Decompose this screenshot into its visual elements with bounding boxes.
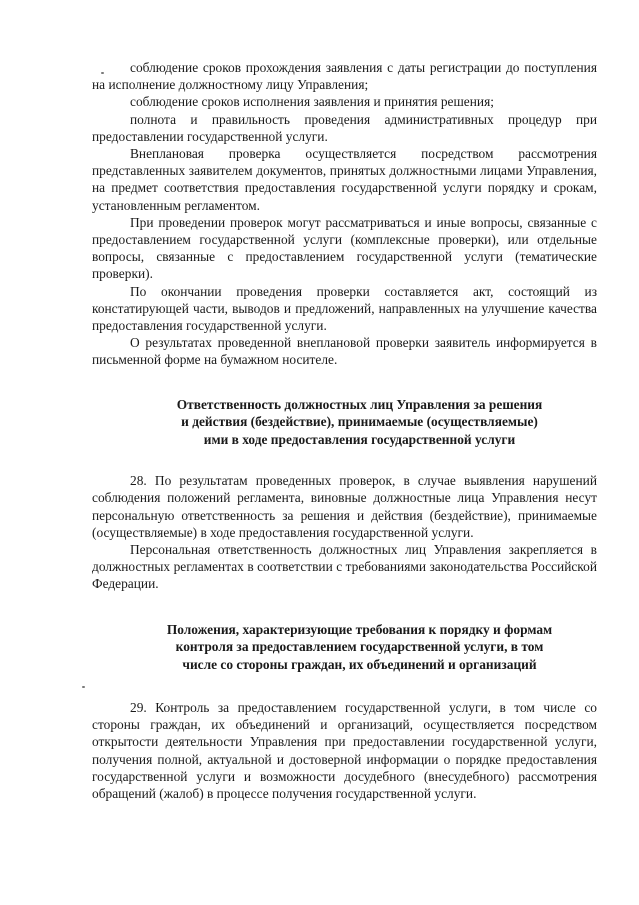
- section-heading-control-requirements: [92, 621, 597, 674]
- heading-line: Ответственность должностных лиц Управления за решения: [176, 396, 543, 412]
- heading-line: и действия (бездействие), принимаемые (осуществляемые): [181, 414, 538, 430]
- paragraph: полнота и правильность проведения административных процедур при предоставлении государственной услуги.: [92, 111, 597, 144]
- section-heading-responsibility: [92, 396, 597, 449]
- heading-line: ими в ходе предоставления государственной услуги: [203, 431, 516, 447]
- paragraph: О результатах проведенной внеплановой проверки заявитель информируется в письменной форме на бумажном носителе.: [92, 335, 597, 368]
- paragraph-29: 29. Контроль за предоставлением государственной услуги, в том числе со стороны граждан, их объединений и организаций, осуществляется посредством открытости деятельности Управления при предоставлении государственной услуги, получения полной, актуальной и достоверной информации о порядке предоставления государственной услуги и возможности досудебного (внесудебного) рассмотрения обращений (жалоб) в процессе получения государственной услуги.: [92, 700, 597, 802]
- paragraph: По окончании проведения проверки составляется акт, состоящий из констатирующей части, выводов и предложений, направленных на улучшение качества предоставления государственной услуги.: [92, 283, 597, 334]
- paragraph: Внеплановая проверка осуществляется посредством рассмотрения представленных заявителем документов, принятых должностными лицами Управления, на предмет соответствия предоставления государственной услуги порядку и срокам, установленным регламентом.: [92, 146, 597, 213]
- paragraph: соблюдение сроков исполнения заявления и принятия решения;: [130, 94, 494, 110]
- scan-dot: [82, 686, 85, 688]
- paragraph-28: 28. По результатам проведенных проверок, в случае выявления нарушений соблюдения положений регламента, виновные должностные лица Управления несут персональную ответственность за решения и действия (бездействие), принимаемые (осуществляемые) в ходе предоставления государственной услуги.: [92, 473, 597, 540]
- paragraph: При проведении проверок могут рассматриваться и иные вопросы, связанные с предоставлением государственной услуги (комплексные проверки), или отдельные вопросы, связанные с предоставлением государственной услуги (тематические проверки).: [92, 214, 597, 282]
- heading-line: Положения, характеризующие требования к порядку и формам: [166, 621, 553, 637]
- paragraph: Персональная ответственность должностных лиц Управления закрепляется в должностных регламентах в соответствии с требованиями законодательства Российской Федерации.: [92, 541, 597, 592]
- paragraph: соблюдение сроков прохождения заявления с даты регистрации до поступления на исполнение должностному лицу Управления;: [92, 60, 597, 93]
- document-body: [92, 59, 597, 802]
- heading-line: контроля за предоставлением государственной услуги, в том: [175, 639, 544, 655]
- heading-line: числе со стороны граждан, их объединений и организаций: [182, 656, 537, 672]
